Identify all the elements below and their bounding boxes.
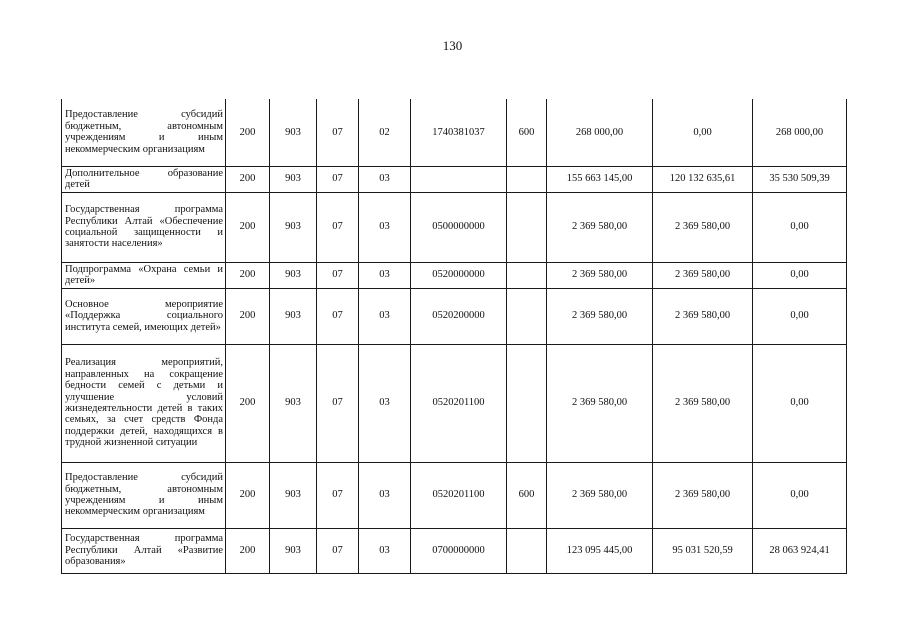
cell-remainder-amount: 268 000,00	[753, 99, 847, 166]
cell-ministry-code: 903	[270, 528, 317, 573]
cell-admin-code: 200	[226, 288, 270, 344]
cell-executed-amount: 2 369 580,00	[653, 344, 753, 462]
cell-section: 07	[317, 192, 359, 262]
page-number: 130	[442, 38, 463, 53]
cell-expense-type	[507, 262, 547, 288]
cell-executed-amount: 120 132 635,61	[653, 166, 753, 192]
cell-remainder-amount: 28 063 924,41	[753, 528, 847, 573]
cell-ministry-code: 903	[270, 99, 317, 166]
table-row	[62, 288, 847, 344]
cell-target-article	[411, 166, 507, 192]
row-name: Подпрограмма «Охрана семьи и детей»	[62, 262, 226, 288]
table-row	[62, 166, 847, 192]
cell-executed-amount: 0,00	[653, 99, 753, 166]
cell-plan-amount: 2 369 580,00	[547, 262, 653, 288]
cell-ministry-code: 903	[270, 344, 317, 462]
cell-ministry-code: 903	[270, 192, 317, 262]
cell-section: 07	[317, 262, 359, 288]
cell-expense-type	[507, 344, 547, 462]
cell-remainder-amount: 0,00	[753, 462, 847, 528]
cell-subsection: 03	[359, 528, 411, 573]
cell-section: 07	[317, 528, 359, 573]
cell-target-article: 0500000000	[411, 192, 507, 262]
table-row	[62, 192, 847, 262]
cell-plan-amount: 155 663 145,00	[547, 166, 653, 192]
cell-section: 07	[317, 344, 359, 462]
cell-subsection: 03	[359, 344, 411, 462]
cell-expense-type	[507, 288, 547, 344]
cell-admin-code: 200	[226, 166, 270, 192]
table-row	[62, 99, 847, 166]
row-name: Государственная программа Республики Алтай «Развитие образования»	[62, 528, 226, 573]
cell-executed-amount: 2 369 580,00	[653, 192, 753, 262]
cell-target-article: 0520000000	[411, 262, 507, 288]
cell-section: 07	[317, 166, 359, 192]
cell-subsection: 03	[359, 262, 411, 288]
cell-remainder-amount: 0,00	[753, 344, 847, 462]
cell-plan-amount: 268 000,00	[547, 99, 653, 166]
cell-remainder-amount: 0,00	[753, 262, 847, 288]
cell-ministry-code: 903	[270, 288, 317, 344]
cell-plan-amount: 2 369 580,00	[547, 192, 653, 262]
cell-expense-type	[507, 528, 547, 573]
row-name: Реализация мероприятий, направленных на сокращение бедности семей с детьми и улучшение условий жизнедеятельности детей в таких семьях, за счет средств Фонда поддержки детей, находящихся в трудной жизненной ситуации	[62, 344, 226, 462]
cell-executed-amount: 2 369 580,00	[653, 262, 753, 288]
row-name: Основное мероприятие «Поддержка социального института семей, имеющих детей»	[62, 288, 226, 344]
cell-executed-amount: 95 031 520,59	[653, 528, 753, 573]
cell-admin-code: 200	[226, 192, 270, 262]
cell-ministry-code: 903	[270, 462, 317, 528]
cell-remainder-amount: 35 530 509,39	[753, 166, 847, 192]
cell-subsection: 03	[359, 166, 411, 192]
cell-target-article: 0700000000	[411, 528, 507, 573]
cell-executed-amount: 2 369 580,00	[653, 462, 753, 528]
cell-admin-code: 200	[226, 99, 270, 166]
cell-section: 07	[317, 99, 359, 166]
cell-plan-amount: 123 095 445,00	[547, 528, 653, 573]
cell-expense-type	[507, 192, 547, 262]
cell-expense-type	[507, 166, 547, 192]
cell-admin-code: 200	[226, 344, 270, 462]
row-name: Предоставление субсидий бюджетным, автономным учреждениям и иным некоммерческим организациям	[62, 99, 226, 166]
cell-subsection: 03	[359, 192, 411, 262]
cell-ministry-code: 903	[270, 166, 317, 192]
cell-executed-amount: 2 369 580,00	[653, 288, 753, 344]
cell-plan-amount: 2 369 580,00	[547, 462, 653, 528]
table-row	[62, 528, 847, 573]
cell-admin-code: 200	[226, 262, 270, 288]
cell-target-article: 0520201100	[411, 462, 507, 528]
cell-admin-code: 200	[226, 462, 270, 528]
cell-ministry-code: 903	[270, 262, 317, 288]
table-row	[62, 262, 847, 288]
row-name: Дополнительное образование детей	[62, 166, 226, 192]
cell-expense-type: 600	[507, 462, 547, 528]
table-row	[62, 344, 847, 462]
cell-target-article: 0520200000	[411, 288, 507, 344]
budget-table	[61, 99, 847, 574]
cell-subsection: 03	[359, 462, 411, 528]
cell-remainder-amount: 0,00	[753, 192, 847, 262]
cell-section: 07	[317, 462, 359, 528]
row-name: Государственная программа Республики Алтай «Обеспечение социальной защищенности и занятости населения»	[62, 192, 226, 262]
cell-target-article: 0520201100	[411, 344, 507, 462]
cell-subsection: 03	[359, 288, 411, 344]
cell-admin-code: 200	[226, 528, 270, 573]
cell-target-article: 1740381037	[411, 99, 507, 166]
cell-expense-type: 600	[507, 99, 547, 166]
cell-plan-amount: 2 369 580,00	[547, 344, 653, 462]
cell-plan-amount: 2 369 580,00	[547, 288, 653, 344]
row-name: Предоставление субсидий бюджетным, автономным учреждениям и иным некоммерческим организациям	[62, 462, 226, 528]
cell-section: 07	[317, 288, 359, 344]
table-row	[62, 462, 847, 528]
cell-remainder-amount: 0,00	[753, 288, 847, 344]
cell-subsection: 02	[359, 99, 411, 166]
